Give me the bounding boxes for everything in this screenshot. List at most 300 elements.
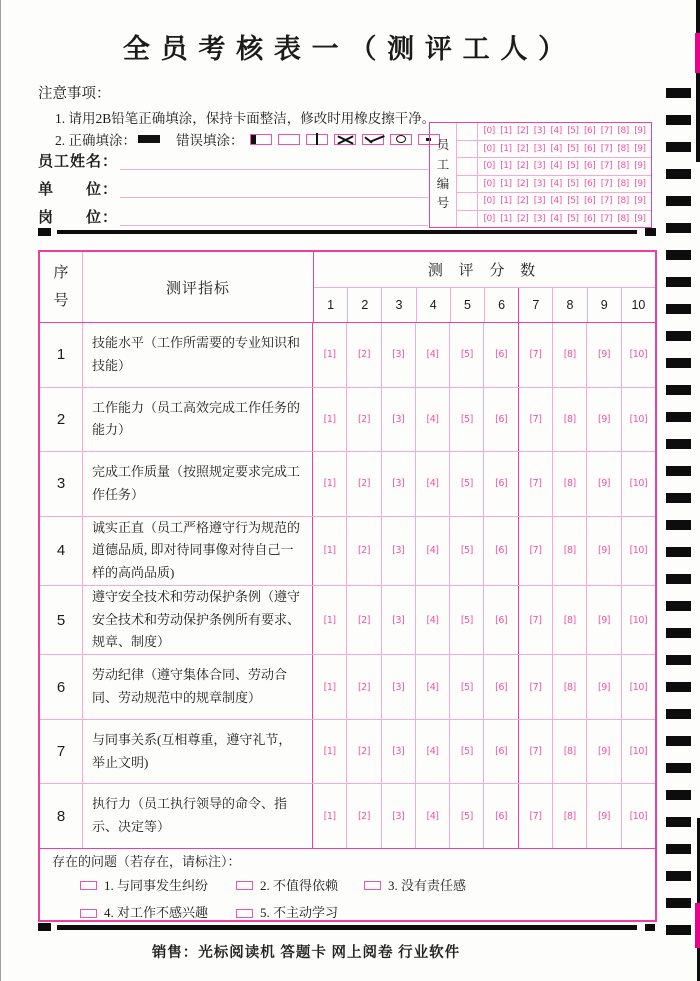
score-bubble[interactable]: [8] (563, 681, 576, 693)
digit-bubble[interactable]: [7] (600, 126, 612, 137)
score-bubble-cell (346, 452, 380, 516)
score-bubble[interactable]: [7] (529, 478, 542, 490)
score-bubble[interactable]: [4] (426, 349, 439, 361)
score-bubble[interactable]: [5] (460, 810, 473, 822)
digit-bubble[interactable]: [6] (584, 213, 596, 224)
score-bubble[interactable]: [6] (495, 810, 508, 822)
score-bubble[interactable]: [6] (495, 746, 508, 758)
problems-heading: 存在的问题（若存在，请标注）： (52, 854, 241, 869)
problem-option-bubble[interactable] (236, 909, 253, 918)
score-bubble[interactable]: [10] (629, 545, 648, 557)
timing-mark (666, 574, 691, 584)
position-input-line[interactable] (120, 225, 428, 226)
score-bubble-cell (312, 586, 346, 654)
digit-bubble[interactable]: [9] (634, 196, 646, 207)
score-bubble-cell (483, 452, 517, 516)
employee-id-bubble-group (478, 211, 651, 228)
indicator-text: 诚实正直（员工严格遵守行为规范的道德品质, 即对待同事像对待自己一样的高尚品质) (92, 519, 301, 581)
score-bubble-cell (552, 655, 586, 719)
indicator-text: 技能水平（工作所需要的专业知识和技能） (92, 335, 301, 373)
problem-option-bubble[interactable] (80, 909, 97, 918)
problem-option-label: 2. 不值得依赖 (260, 877, 339, 893)
timing-mark (666, 304, 691, 314)
employee-id-rows (457, 123, 651, 227)
score-number-header-cell: 1 (327, 298, 335, 312)
timing-mark (666, 385, 691, 395)
score-bubble-cell (518, 720, 552, 784)
digit-bubble[interactable]: [5] (567, 178, 579, 189)
problem-option-label: 1. 与同事发生纠纷 (104, 877, 209, 893)
digit-bubble[interactable]: [7] (600, 213, 612, 224)
score-bubble[interactable]: [3] (392, 746, 405, 758)
score-bubble[interactable]: [2] (357, 349, 370, 361)
score-bubble-cell (483, 720, 517, 784)
digit-bubble[interactable]: [1] (500, 161, 512, 172)
score-bubble[interactable]: [3] (392, 810, 405, 822)
row-number-cell: 5 (56, 611, 66, 629)
digit-bubble[interactable]: [8] (617, 126, 629, 137)
score-bubble[interactable]: [7] (529, 413, 542, 425)
problem-option (236, 878, 364, 894)
employee-id-box (429, 122, 652, 228)
score-number-header-cell: 9 (587, 288, 621, 322)
score-number-header-cell: 4 (416, 288, 450, 322)
score-bubble-cell (346, 655, 380, 719)
score-bubble[interactable]: [5] (460, 614, 473, 626)
score-bubble-cell (552, 586, 586, 654)
score-bubble[interactable]: [3] (392, 349, 405, 361)
score-bubble-cell (415, 388, 449, 452)
digit-bubble[interactable]: [0] (483, 126, 495, 137)
score-bubble[interactable]: [5] (460, 746, 473, 758)
digit-bubble[interactable]: [0] (483, 213, 495, 224)
indicator-text: 执行力（员工执行领导的命令、指示、决定等） (92, 796, 288, 835)
score-bubble[interactable]: [8] (563, 614, 576, 626)
digit-bubble[interactable]: [9] (634, 213, 646, 224)
score-bubble[interactable]: [10] (629, 478, 648, 490)
digit-bubble[interactable]: [2] (517, 213, 529, 224)
digit-bubble[interactable]: [8] (617, 196, 629, 207)
digit-bubble[interactable]: [1] (500, 178, 512, 189)
score-bubble[interactable]: [6] (495, 413, 508, 425)
score-bubble[interactable]: [3] (392, 614, 405, 626)
problem-option-label: 3. 没有责任感 (388, 877, 467, 893)
score-bubble[interactable]: [6] (495, 349, 508, 361)
wrong-mark-circle-icon (390, 134, 412, 145)
problem-option-label: 5. 不主动学习 (260, 905, 339, 921)
score-bubble-cell (381, 452, 415, 516)
score-bubble-cell (621, 323, 655, 387)
digit-bubble[interactable]: [3] (533, 161, 545, 172)
employee-id-bubble-group (478, 123, 651, 140)
score-bubble-cell (483, 655, 517, 719)
table-row (40, 719, 655, 784)
score-bubble-cells (312, 784, 655, 848)
digit-bubble[interactable]: [6] (584, 161, 596, 172)
digit-bubble[interactable]: [2] (517, 126, 529, 137)
header-no-label: 序号 (53, 264, 69, 309)
unit-input-line[interactable] (120, 197, 428, 198)
wrong-mark-left-partial-fill-icon (250, 134, 272, 145)
score-bubble-cell (518, 323, 552, 387)
score-number-header-cell: 10 (621, 288, 655, 322)
digit-bubble[interactable]: [5] (567, 196, 579, 207)
digit-bubble[interactable]: [7] (600, 161, 612, 172)
score-bubble[interactable]: [2] (357, 478, 370, 490)
divider-top-bar (57, 230, 637, 234)
score-bubble[interactable]: [7] (529, 545, 542, 557)
digit-bubble[interactable]: [5] (567, 143, 579, 154)
employee-id-row (457, 123, 651, 140)
score-bubble[interactable]: [2] (357, 614, 370, 626)
score-bubble[interactable]: [6] (495, 681, 508, 693)
row-number-cell: 4 (56, 542, 66, 560)
correct-fill-mark-icon (138, 135, 160, 143)
digit-bubble[interactable]: [0] (483, 143, 495, 154)
digit-bubble[interactable]: [8] (617, 143, 629, 154)
score-bubble[interactable]: [10] (629, 349, 648, 361)
score-bubble[interactable]: [4] (426, 478, 439, 490)
timing-mark (666, 898, 691, 908)
digit-bubble[interactable]: [7] (600, 143, 612, 154)
position-label: 岗 位： (38, 210, 119, 226)
digit-bubble[interactable]: [1] (500, 143, 512, 154)
employee-id-label: 员工编号 (436, 138, 450, 211)
score-bubble-cell (449, 586, 483, 654)
timing-mark (666, 736, 691, 746)
score-bubble[interactable]: [1] (323, 478, 336, 490)
score-bubble[interactable]: [5] (460, 349, 473, 361)
score-bubble-cells (312, 323, 655, 387)
digit-bubble[interactable]: [8] (617, 178, 629, 189)
digit-bubble[interactable]: [1] (500, 213, 512, 224)
score-bubble[interactable]: [9] (598, 478, 610, 490)
score-bubble-cell (312, 323, 346, 387)
digit-bubble[interactable]: [4] (550, 213, 562, 224)
score-bubble[interactable]: [4] (426, 413, 439, 425)
score-bubble[interactable]: [9] (598, 810, 610, 822)
score-bubble-cell (346, 720, 380, 784)
digit-bubble[interactable]: [4] (550, 143, 562, 154)
digit-bubble[interactable]: [2] (517, 161, 529, 172)
indicator-text: 遵守安全技术和劳动保护条例（遵守安全技术和劳动保护条例所有要求、规章、制度） (92, 588, 301, 650)
table-row (40, 783, 655, 848)
employee-id-narrow-cell (457, 176, 478, 193)
score-bubble[interactable]: [5] (460, 681, 473, 693)
digit-bubble[interactable]: [9] (634, 178, 646, 189)
employee-id-label-cell (430, 123, 457, 227)
score-bubble[interactable]: [2] (357, 810, 370, 822)
score-bubble-cell (346, 784, 380, 848)
score-bubble[interactable]: [3] (392, 478, 405, 490)
score-bubble-cell (518, 452, 552, 516)
score-bubble-cells (312, 586, 655, 654)
employee-id-row (457, 192, 651, 210)
score-bubble-cell (381, 586, 415, 654)
digit-bubble[interactable]: [4] (550, 178, 562, 189)
score-bubble[interactable]: [6] (495, 545, 508, 557)
score-bubble[interactable]: [7] (529, 681, 542, 693)
employee-name-label: 员工姓名： (38, 154, 119, 170)
score-bubble[interactable]: [8] (563, 478, 576, 490)
score-bubble[interactable]: [9] (598, 349, 610, 361)
employee-name-input-line[interactable] (120, 169, 428, 170)
score-bubble[interactable]: [1] (323, 413, 336, 425)
table-row (40, 323, 655, 387)
score-bubble-cell (586, 720, 620, 784)
problem-option-bubble[interactable] (236, 881, 253, 890)
wrong-mark-empty-rect-icon (278, 134, 300, 145)
digit-bubble[interactable]: [6] (584, 126, 596, 137)
score-bubble[interactable]: [7] (529, 614, 542, 626)
score-bubble[interactable]: [7] (529, 810, 542, 822)
score-bubble[interactable]: [4] (426, 614, 439, 626)
digit-bubble[interactable]: [5] (567, 213, 579, 224)
vendor-footer-text: 销售：光标阅读机 答题卡 网上阅卷 行业软件 (151, 945, 461, 961)
indicator-cell (82, 517, 312, 585)
score-bubble-cell (621, 517, 655, 585)
digit-bubble[interactable]: [3] (533, 196, 545, 207)
score-bubble[interactable]: [7] (529, 349, 542, 361)
score-bubble[interactable]: [2] (357, 413, 370, 425)
digit-bubble[interactable]: [2] (517, 196, 529, 207)
timing-mark (666, 358, 691, 368)
score-bubble[interactable]: [9] (598, 681, 610, 693)
score-bubble[interactable]: [4] (426, 810, 439, 822)
row-number-cell: 3 (56, 475, 66, 493)
score-table-body (40, 322, 655, 848)
score-bubble[interactable]: [5] (460, 478, 473, 490)
problem-option (80, 878, 236, 894)
score-number-header-cell: 6 (484, 288, 518, 322)
score-bubble-cell (518, 388, 552, 452)
score-bubble-cell (346, 517, 380, 585)
score-bubble[interactable]: [1] (323, 810, 336, 822)
score-bubble[interactable]: [1] (323, 614, 336, 626)
score-bubble-cell (586, 323, 620, 387)
timing-mark (666, 763, 691, 773)
employee-id-row (457, 140, 651, 158)
digit-bubble[interactable]: [7] (600, 196, 612, 207)
problem-option-bubble[interactable] (80, 881, 97, 890)
problems-section (40, 848, 655, 920)
notices-heading: 注意事项： (38, 86, 111, 102)
wrong-fill-label: 错误填涂： (176, 133, 244, 148)
right-edge-magenta-top (695, 33, 700, 73)
score-bubble-cell (483, 586, 517, 654)
problem-option (236, 905, 364, 921)
employee-id-narrow-cell (457, 158, 478, 175)
employee-id-bubble-group (478, 141, 651, 158)
score-bubble[interactable]: [1] (323, 545, 336, 557)
timing-mark (666, 115, 691, 125)
score-bubble[interactable]: [8] (563, 810, 576, 822)
timing-mark (666, 142, 691, 152)
score-bubble-cells (312, 720, 655, 784)
score-bubble-cell (415, 784, 449, 848)
score-bubble[interactable]: [4] (426, 545, 439, 557)
digit-bubble[interactable]: [4] (550, 161, 562, 172)
digit-bubble[interactable]: [9] (634, 161, 646, 172)
score-bubble[interactable]: [10] (629, 614, 648, 626)
digit-bubble[interactable]: [0] (483, 196, 495, 207)
indicator-cell (82, 720, 312, 784)
left-scan-edge (0, 0, 1, 981)
timing-mark (666, 223, 691, 233)
header-indicator-label: 测评指标 (165, 280, 230, 297)
digit-bubble[interactable]: [0] (483, 161, 495, 172)
score-bubble-cell (449, 517, 483, 585)
indicator-text: 工作能力（员工高效完成工作任务的能力） (92, 399, 301, 438)
score-bubble-cell (586, 655, 620, 719)
score-bubble[interactable]: [1] (323, 681, 336, 693)
score-bubble[interactable]: [8] (563, 746, 576, 758)
digit-bubble[interactable]: [0] (483, 178, 495, 189)
digit-bubble[interactable]: [3] (533, 213, 545, 224)
score-bubble-cell (346, 323, 380, 387)
indicator-text: 劳动纪律（遵守集体合同、劳动合同、劳动规范中的规章制度） (92, 667, 288, 706)
score-bubble[interactable]: [2] (357, 545, 370, 557)
indicator-cell (82, 388, 312, 452)
digit-bubble[interactable]: [8] (617, 213, 629, 224)
divider-top-left-block (38, 228, 51, 236)
score-bubble-cell (415, 655, 449, 719)
score-bubble[interactable]: [10] (629, 810, 648, 822)
problems-options-row-1 (80, 878, 655, 894)
digit-bubble[interactable]: [9] (634, 126, 646, 137)
score-bubble-cell (518, 784, 552, 848)
score-bubble-cell (449, 452, 483, 516)
row-number-cell: 7 (56, 743, 66, 761)
timing-mark (666, 169, 691, 179)
score-number-header-cell: 7 (518, 288, 552, 322)
score-bubble[interactable]: [9] (598, 614, 610, 626)
problem-option (80, 905, 236, 921)
digit-bubble[interactable]: [3] (533, 178, 545, 189)
score-bubble[interactable]: [9] (598, 413, 610, 425)
score-bubble[interactable]: [4] (426, 746, 439, 758)
score-bubble[interactable]: [1] (323, 746, 336, 758)
score-bubble[interactable]: [8] (563, 413, 576, 425)
score-bubble-cell (415, 452, 449, 516)
score-bubble[interactable]: [3] (392, 413, 405, 425)
score-bubble[interactable]: [9] (598, 746, 610, 758)
notice-item-2-label: 2. 正确填涂： (55, 133, 136, 148)
digit-bubble[interactable]: [3] (533, 126, 545, 137)
employee-id-narrow-cell (457, 211, 478, 228)
score-bubble[interactable]: [9] (598, 545, 610, 557)
score-bubble-cell (552, 517, 586, 585)
employee-id-narrow-cell (457, 141, 478, 158)
wrong-mark-center-line-icon (306, 134, 328, 145)
score-bubble[interactable]: [6] (495, 478, 508, 490)
digit-bubble[interactable]: [3] (533, 143, 545, 154)
score-bubble[interactable]: [3] (392, 545, 405, 557)
table-row (40, 516, 655, 585)
problem-option-bubble[interactable] (364, 881, 381, 890)
score-bubble[interactable]: [10] (629, 681, 648, 693)
digit-bubble[interactable]: [9] (634, 143, 646, 154)
score-bubble-cell (415, 517, 449, 585)
score-bubble-cell (449, 323, 483, 387)
timing-mark (666, 520, 691, 530)
score-bubble[interactable]: [7] (529, 746, 542, 758)
score-bubble[interactable]: [10] (629, 413, 648, 425)
timing-mark (666, 601, 691, 611)
header-no-cell (40, 252, 82, 322)
score-bubble-cell (312, 517, 346, 585)
problem-option-label: 4. 对工作不感兴趣 (104, 905, 209, 921)
score-bubble-cell (586, 388, 620, 452)
digit-bubble[interactable]: [6] (584, 196, 596, 207)
score-bubble[interactable]: [4] (426, 681, 439, 693)
indicator-cell (82, 655, 312, 719)
score-number-header-cell: 2 (347, 288, 381, 322)
employee-id-bubble-group (478, 158, 651, 175)
timing-mark (666, 439, 691, 449)
digit-bubble[interactable]: [2] (517, 143, 529, 154)
score-bubble-cell (381, 784, 415, 848)
divider-bottom-left-block (38, 923, 51, 931)
score-bubble-cell (381, 388, 415, 452)
score-bubble-cell (518, 517, 552, 585)
score-bubble[interactable]: [5] (460, 545, 473, 557)
timing-mark (666, 925, 691, 935)
employee-id-row (457, 175, 651, 193)
page-title: 全 员 考 核 表 一 （ 测 评 工 人 ） (122, 34, 568, 64)
score-bubble-cell (312, 452, 346, 516)
digit-bubble[interactable]: [8] (617, 161, 629, 172)
wrong-mark-cross-icon (334, 134, 356, 145)
digit-bubble[interactable]: [6] (584, 143, 596, 154)
digit-bubble[interactable]: [2] (517, 178, 529, 189)
digit-bubble[interactable]: [1] (500, 126, 512, 137)
employee-id-bubble-group (478, 176, 651, 193)
digit-bubble[interactable]: [4] (550, 196, 562, 207)
score-bubble-cell (449, 720, 483, 784)
score-bubble-cell (621, 720, 655, 784)
score-bubble[interactable]: [6] (495, 614, 508, 626)
digit-bubble[interactable]: [6] (584, 178, 596, 189)
score-bubble-cell (449, 655, 483, 719)
timing-mark (666, 466, 691, 476)
row-number-cell: 6 (56, 678, 66, 696)
digit-bubble[interactable]: [7] (600, 178, 612, 189)
score-bubble[interactable]: [8] (563, 545, 576, 557)
indicator-cell (82, 323, 312, 387)
header-score-label: 测 评 分 数 (427, 263, 542, 279)
table-row (40, 585, 655, 654)
digit-bubble[interactable]: [5] (567, 126, 579, 137)
timing-mark (666, 277, 691, 287)
score-number-header-cell: 3 (381, 288, 415, 322)
score-bubble[interactable]: [1] (323, 349, 336, 361)
digit-bubble[interactable]: [4] (550, 126, 562, 137)
score-bubble[interactable]: [2] (357, 681, 370, 693)
score-bubble[interactable]: [5] (460, 413, 473, 425)
score-bubble-cell (552, 388, 586, 452)
score-bubble[interactable]: [2] (357, 746, 370, 758)
employee-id-bubble-group (478, 193, 651, 210)
timing-mark (666, 250, 691, 260)
score-bubble[interactable]: [10] (629, 746, 648, 758)
score-bubble[interactable]: [3] (392, 681, 405, 693)
digit-bubble[interactable]: [5] (567, 161, 579, 172)
score-bubble[interactable]: [8] (563, 349, 576, 361)
timing-mark (666, 412, 691, 422)
timing-mark (666, 871, 691, 881)
digit-bubble[interactable]: [1] (500, 196, 512, 207)
